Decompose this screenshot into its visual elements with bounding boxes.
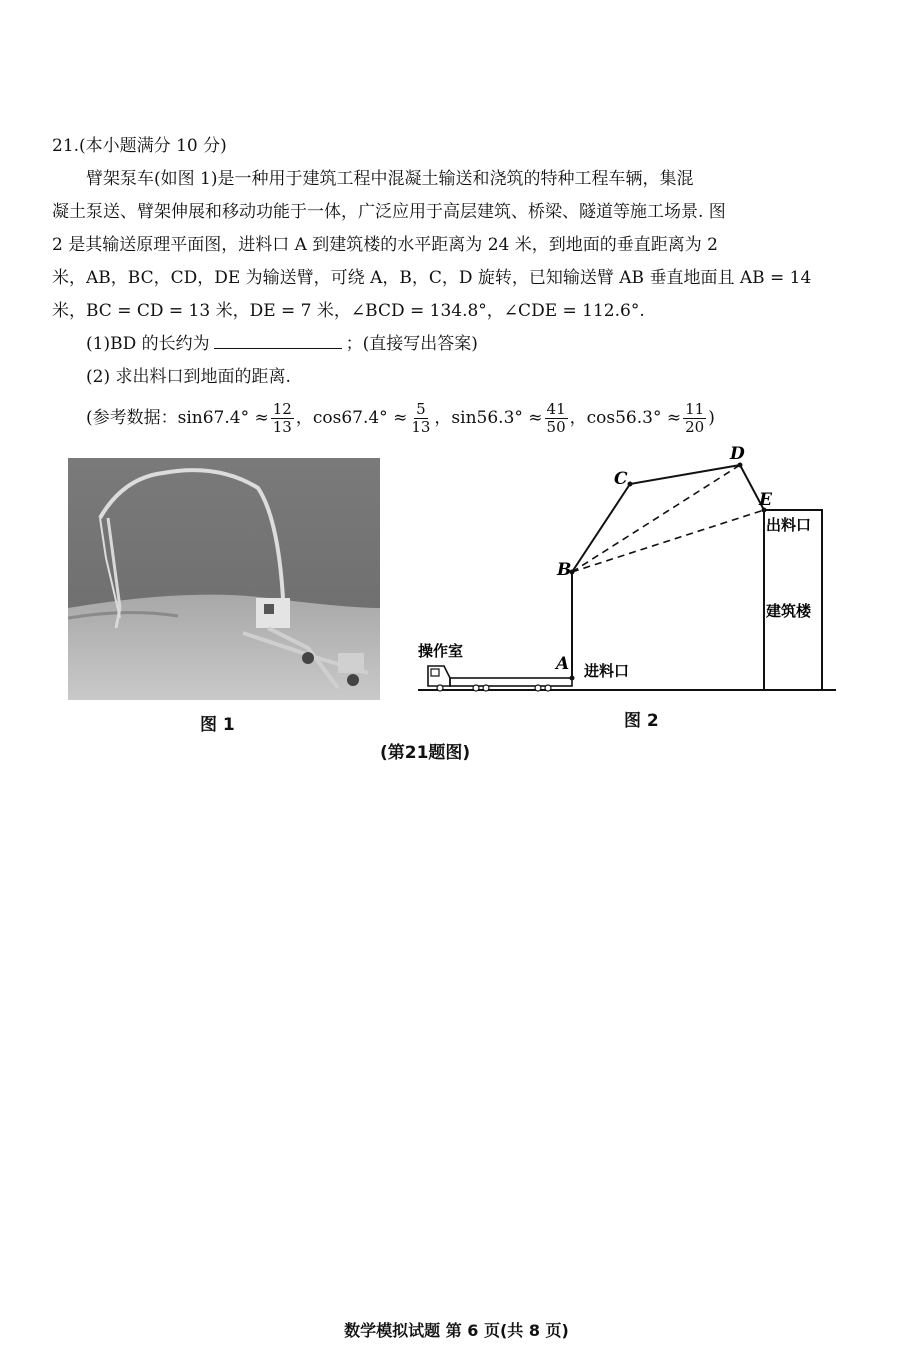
label-C: C (614, 469, 628, 489)
ref-mid-1: ，cos67.4° ≈ (295, 408, 408, 428)
label-B: B (557, 560, 572, 580)
inlet-label: 进料口 (584, 662, 630, 680)
dashed-BE (572, 510, 764, 572)
question-text-line-5: 米，BC = CD = 13 米，DE = 7 米，∠BCD = 134.8°，∠CDE = 112.6°. (52, 301, 645, 321)
part-2: (2) 求出料口到地面的距离. (86, 367, 291, 387)
fraction-41-50: $\frac{41}{50}$ (546, 399, 566, 436)
truck-chassis (450, 678, 572, 686)
question-text-line-3: 2 是其输送原理平面图，进料口 A 到建筑楼的水平距离为 24 米，到地面的垂直距离为 2 (52, 235, 718, 255)
label-E: E (759, 490, 772, 510)
building-label: 建筑楼 (766, 602, 812, 620)
part-1-prefix: (1)BD 的长约为 (86, 334, 210, 354)
figure-2-diagram (410, 440, 840, 705)
outlet-label: 出料口 (766, 516, 812, 534)
question-text-line-1: 臂架泵车(如图 1)是一种用于建筑工程中混凝土输送和浇筑的特种工程车辆，集混 (86, 169, 694, 189)
reference-data (52, 398, 862, 438)
part-1 (52, 328, 862, 361)
dashed-BD (572, 465, 740, 572)
question-text-line-2: 凝土泵送、臂架伸展和移动功能于一体，广泛应用于高层建筑、桥梁、隧道等施工场景. 图 (52, 202, 726, 222)
ref-prefix: (参考数据：sin67.4° ≈ (86, 408, 269, 428)
answer-blank[interactable] (214, 330, 342, 349)
label-A: A (556, 654, 570, 674)
fraction-12-13: $\frac{12}{13}$ (272, 399, 292, 436)
operator-room-label: 操作室 (418, 642, 464, 660)
ref-mid-2: ，sin56.3° ≈ (434, 408, 543, 428)
building (764, 510, 822, 690)
ref-suffix: ) (708, 408, 715, 428)
ref-mid-3: ，cos56.3° ≈ (569, 408, 682, 428)
question-text-line-4: 米，AB，BC，CD，DE 为输送臂，可绕 A，B，C，D 旋转，已知输送臂 AB 垂直地面且 AB = 14 (52, 268, 812, 288)
part-1-suffix: ；(直接写出答案) (345, 334, 478, 354)
figure-1-photo (68, 458, 380, 700)
figure-group-caption: (第21题图) (380, 743, 471, 763)
question-header: 21.(本小题满分 10 分) (52, 136, 227, 156)
figure-2-caption: 图 2 (624, 711, 659, 731)
question-21 (52, 130, 862, 438)
figure-1-caption: 图 1 (200, 715, 235, 735)
fraction-5-13: $\frac{5}{13}$ (411, 399, 431, 436)
label-D: D (730, 444, 745, 464)
page-footer: 数学模拟试题 第 6 页(共 8 页) (344, 1321, 569, 1340)
fraction-11-20: $\frac{11}{20}$ (685, 399, 705, 436)
